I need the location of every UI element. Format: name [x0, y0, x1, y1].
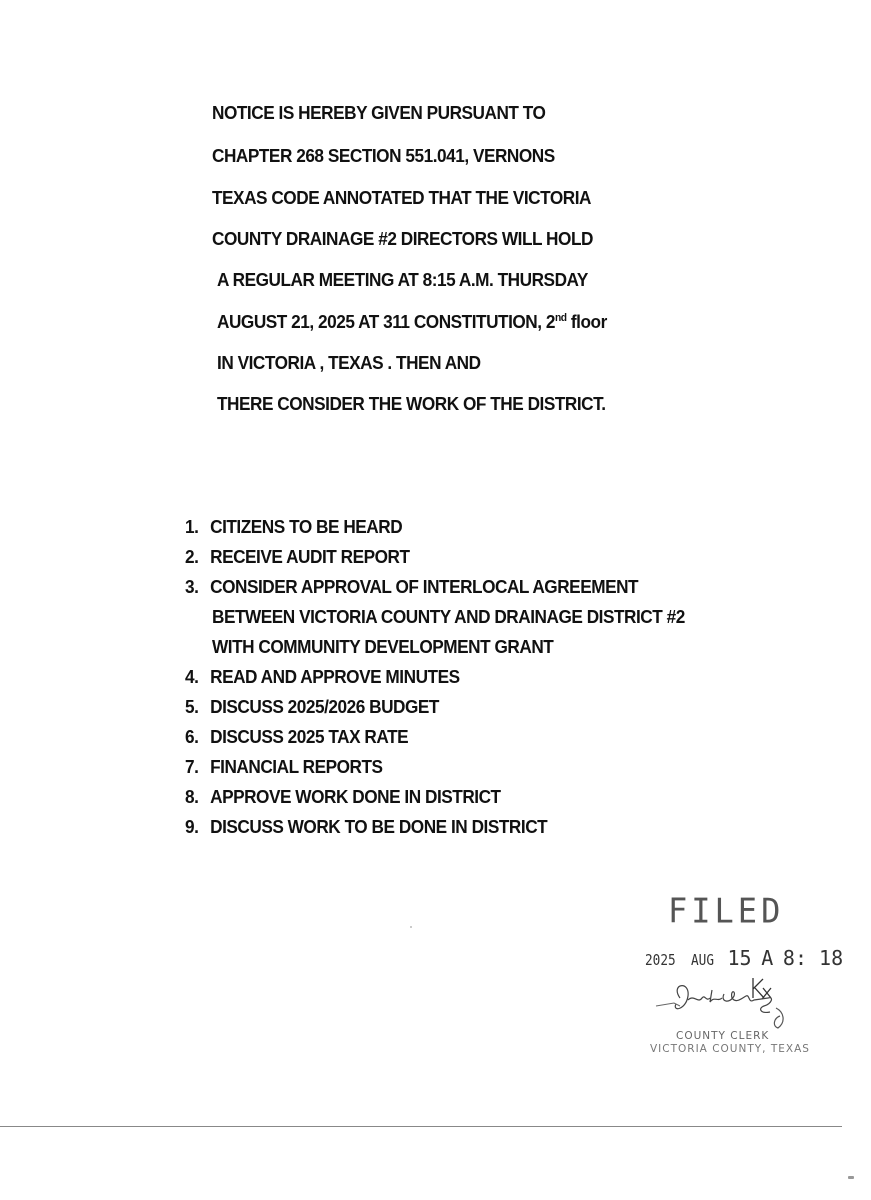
agenda-item-number: 7. — [185, 756, 199, 777]
page-bottom-rule — [0, 1126, 842, 1127]
agenda-item-text: CITIZENS TO BE HEARD — [210, 516, 403, 537]
agenda-item — [185, 546, 410, 568]
agenda-item-number: 8. — [185, 786, 199, 807]
stamp-year: 2025 — [645, 951, 676, 969]
agenda-item-text: DISCUSS 2025/2026 BUDGET — [210, 696, 439, 717]
notice-line-2: CHAPTER 268 SECTION 551.041, VERNONS — [212, 145, 555, 166]
agenda-item-number: 3. — [185, 576, 199, 597]
agenda-item-text: FINANCIAL REPORTS — [210, 756, 383, 777]
agenda-item-text: CONSIDER APPROVAL OF INTERLOCAL AGREEMENT — [210, 576, 639, 597]
stamp-day: 15 — [727, 946, 752, 970]
stamp-date-line — [645, 946, 843, 970]
agenda-item — [185, 816, 547, 838]
agenda-item-text: APPROVE WORK DONE IN DISTRICT — [210, 786, 501, 807]
notice-line-1: NOTICE IS HEREBY GIVEN PURSUANT TO — [212, 102, 546, 123]
agenda-item — [185, 576, 638, 598]
agenda-item-number: 5. — [185, 696, 199, 717]
agenda-item-number: 6. — [185, 726, 199, 747]
agenda-item-text: DISCUSS WORK TO BE DONE IN DISTRICT — [210, 816, 548, 837]
notice-date-tail: floor — [566, 311, 607, 332]
agenda-item — [185, 726, 408, 748]
notice-line-4: COUNTY DRAINAGE #2 DIRECTORS WILL HOLD — [212, 228, 593, 249]
agenda-item — [185, 516, 402, 538]
agenda-item — [185, 756, 383, 778]
notice-line-7: IN VICTORIA , TEXAS . THEN AND — [217, 352, 481, 373]
stamp-time: 8: 18 — [782, 946, 844, 970]
stamp-filed-label: FILED — [668, 891, 785, 931]
notice-line-5: A REGULAR MEETING AT 8:15 A.M. THURSDAY — [217, 269, 588, 290]
notice-line-8: THERE CONSIDER THE WORK OF THE DISTRICT. — [217, 393, 606, 414]
scan-speck — [848, 1176, 854, 1179]
agenda-item-continuation: BETWEEN VICTORIA COUNTY AND DRAINAGE DISTRICT #2 — [212, 606, 685, 627]
stamp-ampm: A — [761, 946, 774, 970]
scan-speck — [410, 926, 412, 928]
agenda-item-continuation: WITH COMMUNITY DEVELOPMENT GRANT — [212, 636, 554, 657]
agenda-item-number: 1. — [185, 516, 199, 537]
stamp-county: VICTORIA COUNTY, TEXAS — [650, 1043, 810, 1055]
agenda-item-number: 4. — [185, 666, 199, 687]
agenda-item-text: READ AND APPROVE MINUTES — [210, 666, 460, 687]
stamp-clerk-title: COUNTY CLERK — [676, 1030, 770, 1042]
agenda-item-text: RECEIVE AUDIT REPORT — [210, 546, 410, 567]
agenda-item-number: 9. — [185, 816, 199, 837]
notice-date-sup: nd — [555, 312, 567, 324]
stamp-month: AUG — [690, 951, 714, 969]
agenda-item — [185, 786, 501, 808]
agenda-item — [185, 666, 460, 688]
clerk-signature — [650, 968, 800, 1032]
notice-line-3: TEXAS CODE ANNOTATED THAT THE VICTORIA — [212, 187, 592, 208]
notice-line-date — [217, 311, 607, 333]
agenda-item-number: 2. — [185, 546, 199, 567]
agenda-item-text: DISCUSS 2025 TAX RATE — [210, 726, 409, 747]
agenda-item — [185, 696, 439, 718]
notice-date-main: AUGUST 21, 2025 AT 311 CONSTITUTION, 2 — [217, 311, 556, 332]
